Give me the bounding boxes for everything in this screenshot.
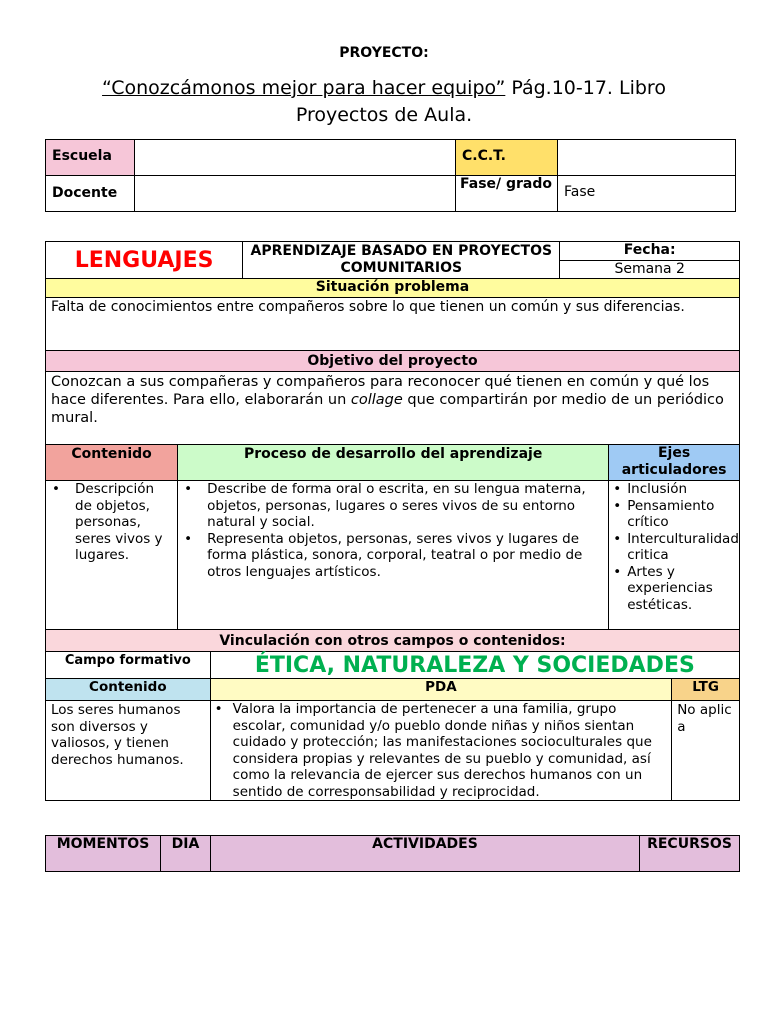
docente-field[interactable] <box>135 176 456 212</box>
escuela-label: Escuela <box>46 140 135 176</box>
fase-grado-label: Fase/ grado <box>456 176 558 212</box>
list-item: • Artes y experiencias estéticas. <box>609 564 739 614</box>
proceso-header: Proceso de desarrollo del aprendizaje <box>178 445 609 481</box>
cct-label: C.C.T. <box>456 140 558 176</box>
project-title-quoted: “Conozcámonos mejor para hacer equipo” <box>102 77 506 99</box>
fase-field[interactable]: Fase <box>558 176 736 212</box>
metodologia-label: APRENDIZAJE BASADO EN PROYECTOS COMUNITARIOS <box>243 242 560 279</box>
situacion-problema-text: Falta de conocimientos entre compañeros sobre lo que tienen un común y sus diferencias. <box>46 298 740 351</box>
project-title-rest: Pág.10-17. Libro <box>505 77 666 99</box>
list-item: • Interculturalidad critica <box>609 531 739 564</box>
semana-value: Semana 2 <box>560 261 740 279</box>
docente-label: Docente <box>46 176 135 212</box>
ltg-header: LTG <box>672 679 740 701</box>
recursos-header: RECURSOS <box>640 836 740 872</box>
momentos-table <box>45 835 740 872</box>
cct-field[interactable] <box>558 140 736 176</box>
project-title <box>0 77 768 99</box>
vinc-contenido-text: Los seres humanos son diversos y valiosos, y tienen derechos humanos. <box>46 701 211 801</box>
objetivo-header: Objetivo del proyecto <box>46 351 740 372</box>
momentos-header: MOMENTOS <box>46 836 161 872</box>
list-item: • Pensamiento crítico <box>609 498 739 531</box>
proceso-cell <box>178 481 609 630</box>
objetivo-text-em: collage <box>350 392 403 408</box>
objetivo-text-pre: Conozcan a sus compañeras y compañeros para reconocer qué tienen en común y qué los hace diferentes. Para ello, elaborarán un <box>51 374 710 408</box>
contenido-header: Contenido <box>46 445 178 481</box>
list-item: • Inclusión <box>609 481 739 498</box>
contenido-cell <box>46 481 178 630</box>
escuela-field[interactable] <box>135 140 456 176</box>
school-info-table <box>45 139 736 212</box>
ejes-cell <box>609 481 740 630</box>
fecha-label: Fecha: <box>560 242 740 261</box>
list-item: • Descripción de objetos, personas, seres vivos y lugares. <box>46 481 173 564</box>
campo-formativo-title: LENGUAJES <box>46 242 243 279</box>
list-item: • Representa objetos, personas, seres vivos y lugares de forma plástica, sonora, corporal, teatral o por medio de otros lenguajes artísticos. <box>178 531 594 581</box>
situacion-problema-header: Situación problema <box>46 279 740 298</box>
objetivo-text <box>46 372 740 445</box>
ejes-header: Ejes articuladores <box>609 445 740 481</box>
proyecto-label: PROYECTO: <box>339 45 429 61</box>
pda-header: PDA <box>210 679 672 701</box>
list-item: • Valora la importancia de pertenecer a una familia, grupo escolar, comunidad y/o pueblo donde niñas y niños sientan cuidado y protección; las manifestaciones socioculturales que considera propias y relevantes de su pueblo y comunidad, así como la relevancia de ejercer sus derechos humanos con un sentido de corresponsabilidad y reciprocidad. <box>211 701 662 800</box>
vinc-contenido-header: Contenido <box>46 679 211 701</box>
campo-formativo-value: ÉTICA, NATURALEZA Y SOCIEDADES <box>210 652 739 679</box>
pda-cell <box>210 701 672 801</box>
list-item: • Describe de forma oral o escrita, en su lengua materna, objetos, personas, lugares o seres vivos de su entorno natural y social. <box>178 481 594 531</box>
actividades-header: ACTIVIDADES <box>211 836 640 872</box>
campo-formativo-label: Campo formativo <box>46 652 211 679</box>
objetivo-text-post: que compartirán por medio de un periódico mural. <box>51 392 724 426</box>
planning-table <box>45 241 740 801</box>
vinculacion-header: Vinculación con otros campos o contenidos: <box>46 630 740 652</box>
dia-header: DIA <box>161 836 211 872</box>
ltg-text: No aplica <box>672 701 740 801</box>
project-title-line2: Proyectos de Aula. <box>295 104 473 126</box>
